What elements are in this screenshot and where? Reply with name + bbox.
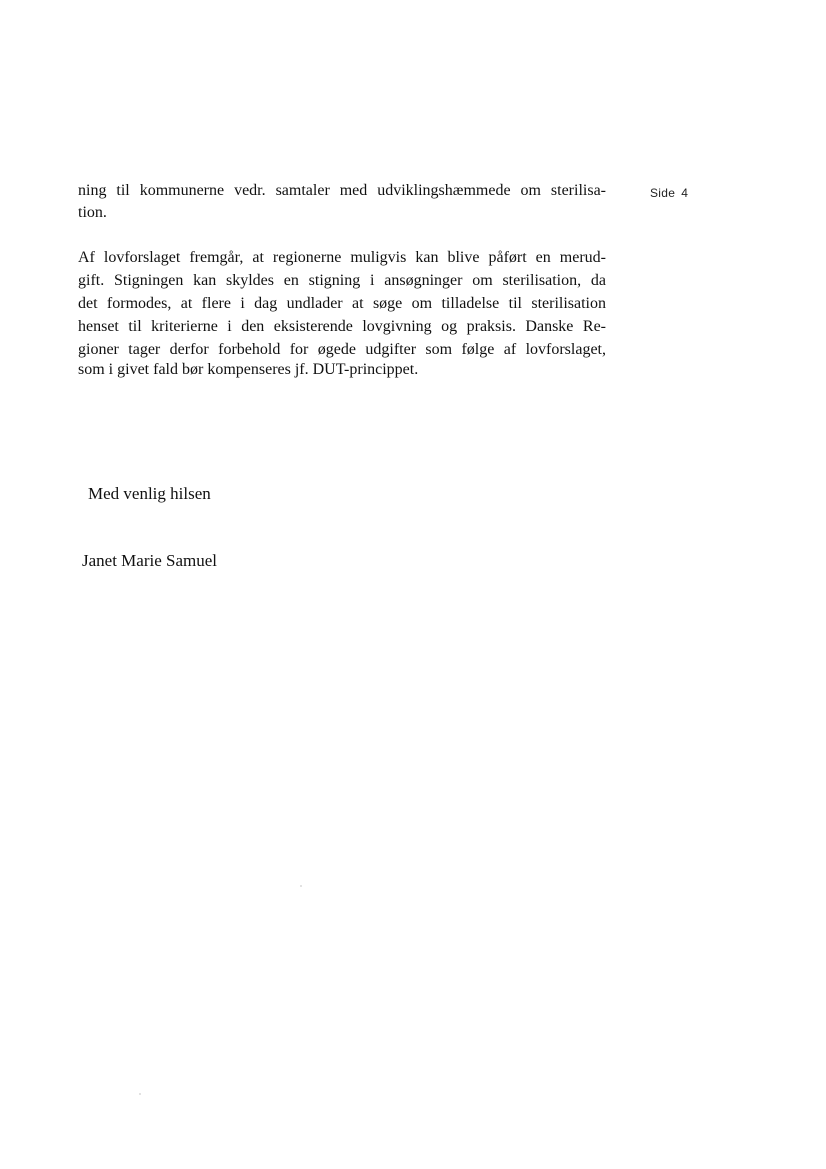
paragraph-2-line-4: henset til kriterierne i den eksisterende lovgivning og praksis. Danske Re- bbox=[78, 318, 606, 335]
signature-name: Janet Marie Samuel bbox=[82, 551, 218, 570]
page-number-label bbox=[650, 186, 688, 200]
paragraph-2-line-5: gioner tager derfor forbehold for øgede udgifter som følge af lovforslaget, bbox=[78, 341, 606, 358]
paragraph-2-line-1: Af lovforslaget fremgår, at regionerne muligvis kan blive påført en merud- bbox=[78, 249, 606, 266]
closing-greeting: Med venlig hilsen bbox=[88, 484, 211, 503]
page-number: 4 bbox=[681, 186, 689, 200]
paragraph-2-line-6: som i givet fald bør kompenseres jf. DUT-princippet. bbox=[78, 361, 419, 378]
scan-speck bbox=[300, 885, 302, 887]
side-text: Side bbox=[650, 186, 676, 200]
paragraph-2-line-3: det formodes, at flere i dag undlader at søge om tilladelse til sterilisation bbox=[78, 295, 606, 312]
paragraph-2-line-2: gift. Stigningen kan skyldes en stigning i ansøgninger om sterilisation, da bbox=[78, 272, 606, 289]
paragraph-1-line-2: tion. bbox=[78, 204, 107, 221]
paragraph-1-line-1: ning til kommunerne vedr. samtaler med udviklingshæmmede om sterilisa- bbox=[78, 182, 606, 199]
scan-speck bbox=[139, 1093, 141, 1095]
